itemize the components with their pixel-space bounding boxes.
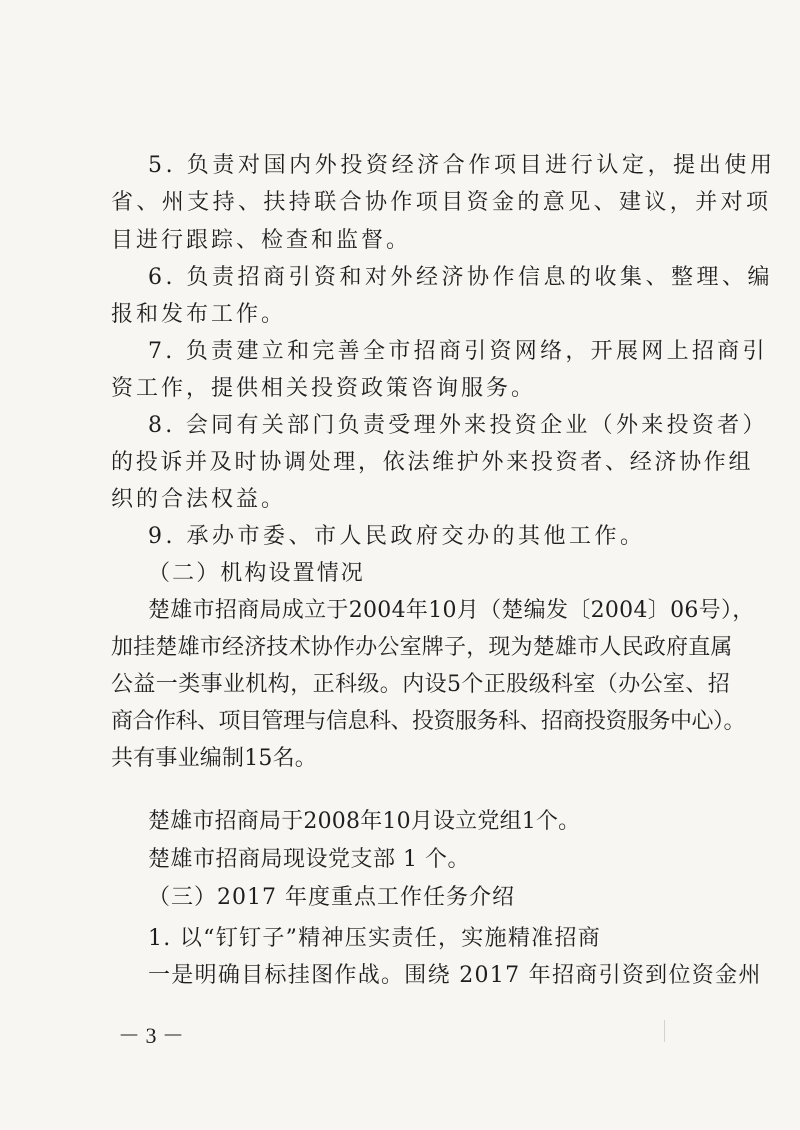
paragraph-line: 一是明确目标挂图作战。围绕 2017 年招商引资到位资金州 (148, 963, 762, 988)
paragraph-line: 加挂楚雄市经济技术协作办公室牌子，现为楚雄市人民政府直属 (111, 635, 733, 660)
paragraph-line: 公益一类事业机构，正科级。内设5个正股级科室（办公室、招 (111, 672, 731, 697)
scan-edge-mark (664, 1020, 665, 1042)
paragraph-line: 目进行跟踪、检查和监督。 (111, 228, 412, 253)
paragraph-line: 共有事业编制15名。 (111, 746, 317, 771)
paragraph-line: 报和发布工作。 (111, 302, 287, 327)
section-heading: （三）2017 年度重点工作任务介绍 (148, 885, 515, 910)
page-number: － 3 － (118, 1023, 185, 1048)
subsection-heading: 1. 以“钉钉子”精神压实责任，实施精准招商 (148, 926, 602, 951)
paragraph-line: 省、州支持、扶持联合协作项目资金的意见、建议，并对项 (111, 190, 772, 215)
paragraph-line: 楚雄市招商局成立于2004年10月（楚编发〔2004〕06号）， (148, 598, 755, 623)
paragraph-line: 的投诉并及时协调处理，依法维护外来投资者、经济协作组 (111, 450, 754, 475)
paragraph-line: 商合作科、项目管理与信息科、投资服务科、招商投资服务中心）。 (111, 709, 746, 734)
paragraph-line: 6. 负责招商引资和对外经济协作信息的收集、整理、编 (148, 265, 773, 290)
paragraph-line: 8. 会同有关部门负责受理外来投资企业（外来投资者） (148, 413, 768, 438)
paragraph-line: 7. 负责建立和完善全市招商引资网络，开展网上招商引 (148, 339, 768, 364)
paragraph-line: 织的合法权益。 (111, 487, 287, 512)
paragraph-line: 楚雄市招商局于2008年10月设立党组1个。 (148, 809, 581, 834)
section-heading: （二）机构设置情况 (148, 561, 365, 586)
paragraph-line: 9. 承办市委、市人民政府交办的其他工作。 (148, 524, 646, 549)
paragraph-line: 资工作，提供相关投资政策咨询服务。 (111, 376, 537, 401)
paragraph-line: 楚雄市招商局现设党支部 1 个。 (148, 847, 470, 872)
paragraph-line: 5. 负责对国内外投资经济合作项目进行认定，提出使用 (148, 153, 776, 178)
